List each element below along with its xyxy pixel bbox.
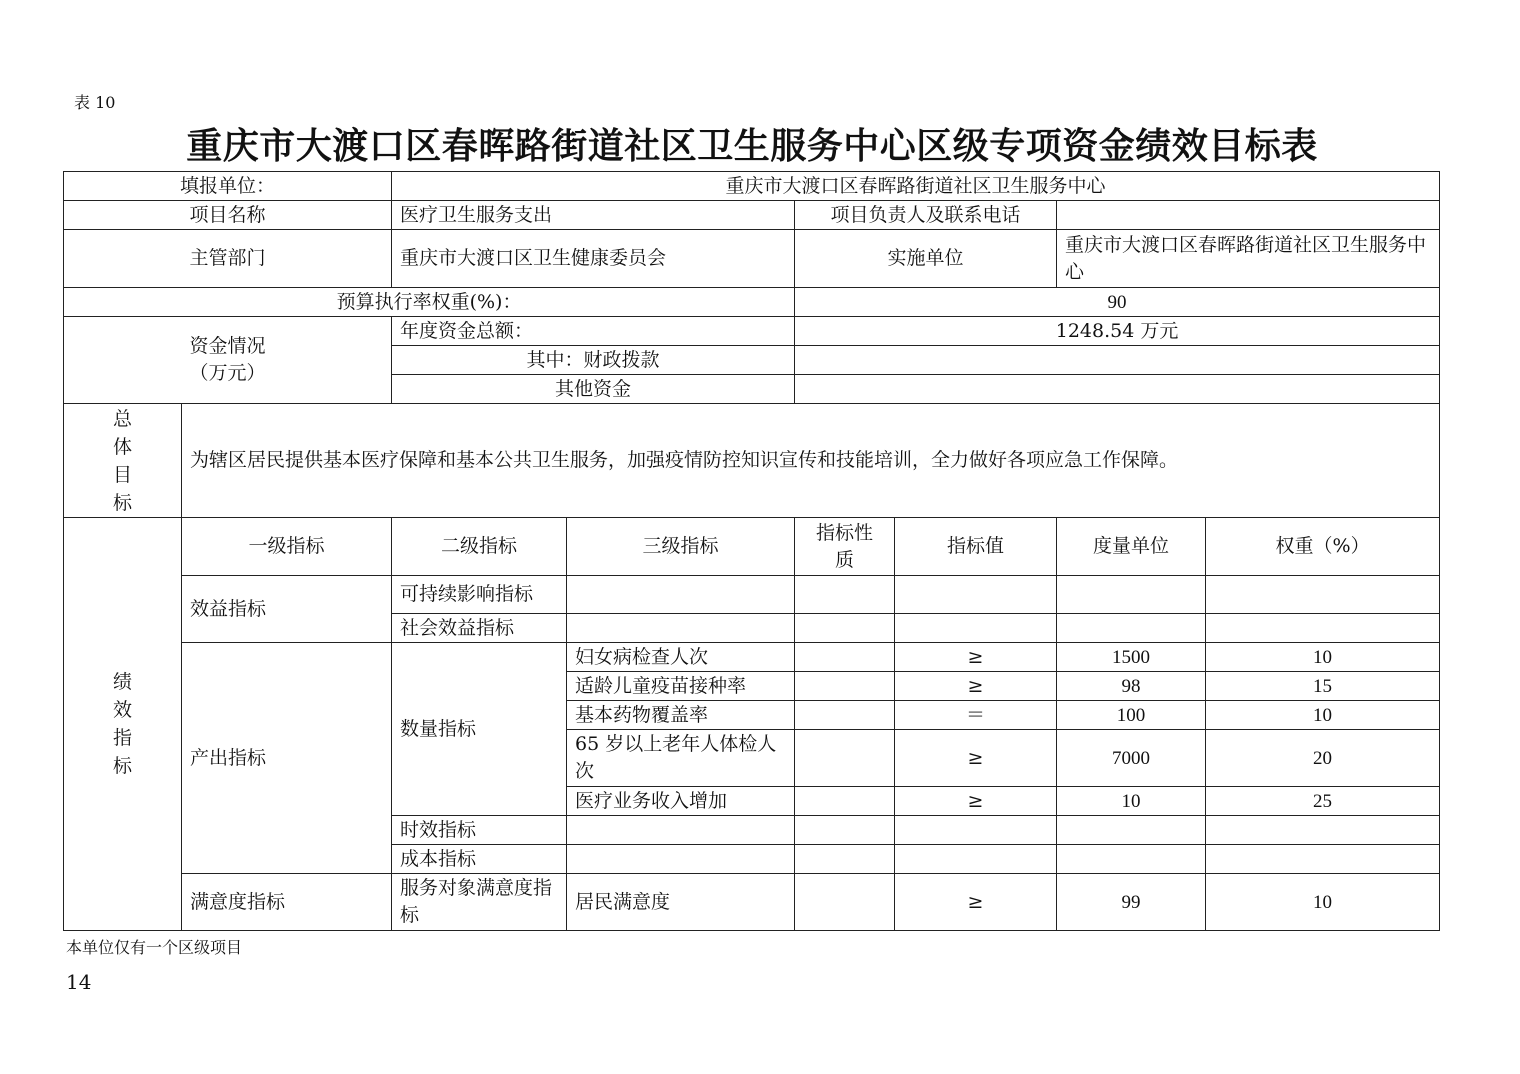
implementing-unit-label: 实施单位: [795, 230, 1057, 288]
fill-unit-value: 重庆市大渡口区春晖路街道社区卫生服务中心: [392, 172, 1440, 201]
empty-cell: [1206, 614, 1440, 643]
perf-label-char: 指: [112, 727, 132, 749]
header-level1: 一级指标: [182, 518, 392, 576]
indicator-weight: 25: [1206, 787, 1440, 816]
budget-rate-label: 预算执行率权重(%)：: [64, 288, 795, 317]
empty-cell: [567, 576, 795, 614]
indicator-name: 适龄儿童疫苗接种率: [567, 672, 795, 701]
indicator-name: 65 岁以上老年人体检人次: [567, 730, 795, 787]
empty-cell: [567, 816, 795, 845]
row-benefit-sustain: [64, 576, 1440, 614]
indicator-nature: [795, 701, 895, 730]
row-satisfaction: [64, 874, 1440, 931]
performance-target-table: [63, 171, 1440, 931]
indicator-weight: 10: [1206, 643, 1440, 672]
goal-label-char: 体: [112, 435, 132, 458]
header-level2: 二级指标: [392, 518, 567, 576]
empty-cell: [795, 845, 895, 874]
sustain-indicator-label: 可持续影响指标: [392, 576, 567, 614]
empty-cell: [795, 614, 895, 643]
funds-label-line2: （万元）: [189, 362, 266, 384]
indicator-unit: 1500: [1057, 643, 1206, 672]
indicator-name: 基本药物覆盖率: [567, 701, 795, 730]
indicator-weight: 10: [1206, 701, 1440, 730]
table-row: [64, 643, 1440, 672]
header-unit: 度量单位: [1057, 518, 1206, 576]
row-department: [64, 230, 1440, 288]
goal-label-char: 标: [112, 491, 132, 514]
empty-cell: [895, 576, 1057, 614]
row-overall-goal: [64, 404, 1440, 518]
overall-goal-text: 为辖区居民提供基本医疗保障和基本公共卫生服务，加强疫情防控知识宣传和技能培训，全力做好各项应急工作保障。: [182, 404, 1440, 518]
empty-cell: [1057, 845, 1206, 874]
fiscal-label: 其中：财政拨款: [392, 346, 795, 375]
indicator-weight: 15: [1206, 672, 1440, 701]
cost-indicator-label: 成本指标: [392, 845, 567, 874]
overall-goal-label: [64, 404, 182, 518]
project-name-value: 医疗卫生服务支出: [392, 201, 795, 230]
empty-cell: [1206, 845, 1440, 874]
empty-cell: [1057, 614, 1206, 643]
indicator-value: ＝: [895, 701, 1057, 730]
indicator-unit: 99: [1057, 874, 1206, 931]
quantity-indicator-label: 数量指标: [392, 643, 567, 816]
row-fill-unit: [64, 172, 1440, 201]
empty-cell: [1057, 576, 1206, 614]
indicator-value: ≥: [895, 643, 1057, 672]
satisfaction-indicator-label: 满意度指标: [182, 874, 392, 931]
empty-cell: [1206, 816, 1440, 845]
output-indicator-label: 产出指标: [182, 643, 392, 874]
indicator-name: 医疗业务收入增加: [567, 787, 795, 816]
empty-cell: [1057, 816, 1206, 845]
table-label: 表 10: [74, 93, 116, 112]
indicator-nature: [795, 787, 895, 816]
implementing-unit-value: 重庆市大渡口区春晖路街道社区卫生服务中心: [1057, 230, 1440, 288]
funds-label-line1: 资金情况: [189, 335, 266, 357]
indicator-unit: 7000: [1057, 730, 1206, 787]
document-title: 重庆市大渡口区春晖路街道社区卫生服务中心区级专项资金绩效目标表: [186, 126, 1318, 167]
indicator-nature: [795, 874, 895, 931]
empty-cell: [795, 816, 895, 845]
indicator-unit: 100: [1057, 701, 1206, 730]
empty-cell: [567, 614, 795, 643]
empty-cell: [1206, 576, 1440, 614]
header-nature-line1: 指标性: [816, 521, 874, 544]
perf-label-char: 效: [112, 699, 132, 721]
footnote: 本单位仅有一个区级项目: [66, 938, 243, 957]
performance-indicator-label: [64, 518, 182, 931]
indicator-weight: 20: [1206, 730, 1440, 787]
indicator-weight: 10: [1206, 874, 1440, 931]
indicator-nature: [795, 643, 895, 672]
fiscal-value: [795, 346, 1440, 375]
leader-value: [1057, 201, 1440, 230]
benefit-indicator-label: 效益指标: [182, 576, 392, 643]
perf-label-char: 标: [112, 755, 132, 777]
header-nature: [795, 518, 895, 576]
service-satisfaction-label: 服务对象满意度指标: [392, 874, 567, 931]
header-level3: 三级指标: [567, 518, 795, 576]
funds-label: [64, 317, 392, 404]
leader-label: 项目负责人及联系电话: [795, 201, 1057, 230]
annual-total-label: 年度资金总额：: [392, 317, 795, 346]
indicator-unit: 98: [1057, 672, 1206, 701]
indicator-value: ≥: [895, 787, 1057, 816]
indicator-nature: [795, 672, 895, 701]
department-label: 主管部门: [64, 230, 392, 288]
other-funds-value: [795, 375, 1440, 404]
page-number: 14: [66, 970, 92, 994]
indicator-name: 妇女病检查人次: [567, 643, 795, 672]
row-budget-rate: [64, 288, 1440, 317]
fill-unit-label: 填报单位：: [64, 172, 392, 201]
perf-label-char: 绩: [112, 671, 132, 693]
header-weight: 权重（%）: [1206, 518, 1440, 576]
goal-label-char: 目: [112, 463, 132, 486]
indicator-nature: [795, 730, 895, 787]
indicator-value: ≥: [895, 874, 1057, 931]
social-indicator-label: 社会效益指标: [392, 614, 567, 643]
project-name-label: 项目名称: [64, 201, 392, 230]
empty-cell: [895, 816, 1057, 845]
empty-cell: [795, 576, 895, 614]
empty-cell: [895, 845, 1057, 874]
row-annual-funds: [64, 317, 1440, 346]
goal-label-char: 总: [112, 407, 132, 430]
indicator-value: ≥: [895, 672, 1057, 701]
budget-rate-value: 90: [795, 288, 1440, 317]
header-nature-line2: 质: [835, 548, 855, 571]
empty-cell: [895, 614, 1057, 643]
timeliness-indicator-label: 时效指标: [392, 816, 567, 845]
indicator-unit: 10: [1057, 787, 1206, 816]
header-value: 指标值: [895, 518, 1057, 576]
annual-total-value: 1248.54 万元: [795, 317, 1440, 346]
indicator-value: ≥: [895, 730, 1057, 787]
empty-cell: [567, 845, 795, 874]
department-value: 重庆市大渡口区卫生健康委员会: [392, 230, 795, 288]
indicator-name: 居民满意度: [567, 874, 795, 931]
other-funds-label: 其他资金: [392, 375, 795, 404]
row-indicator-headers: [64, 518, 1440, 576]
row-project-name: [64, 201, 1440, 230]
